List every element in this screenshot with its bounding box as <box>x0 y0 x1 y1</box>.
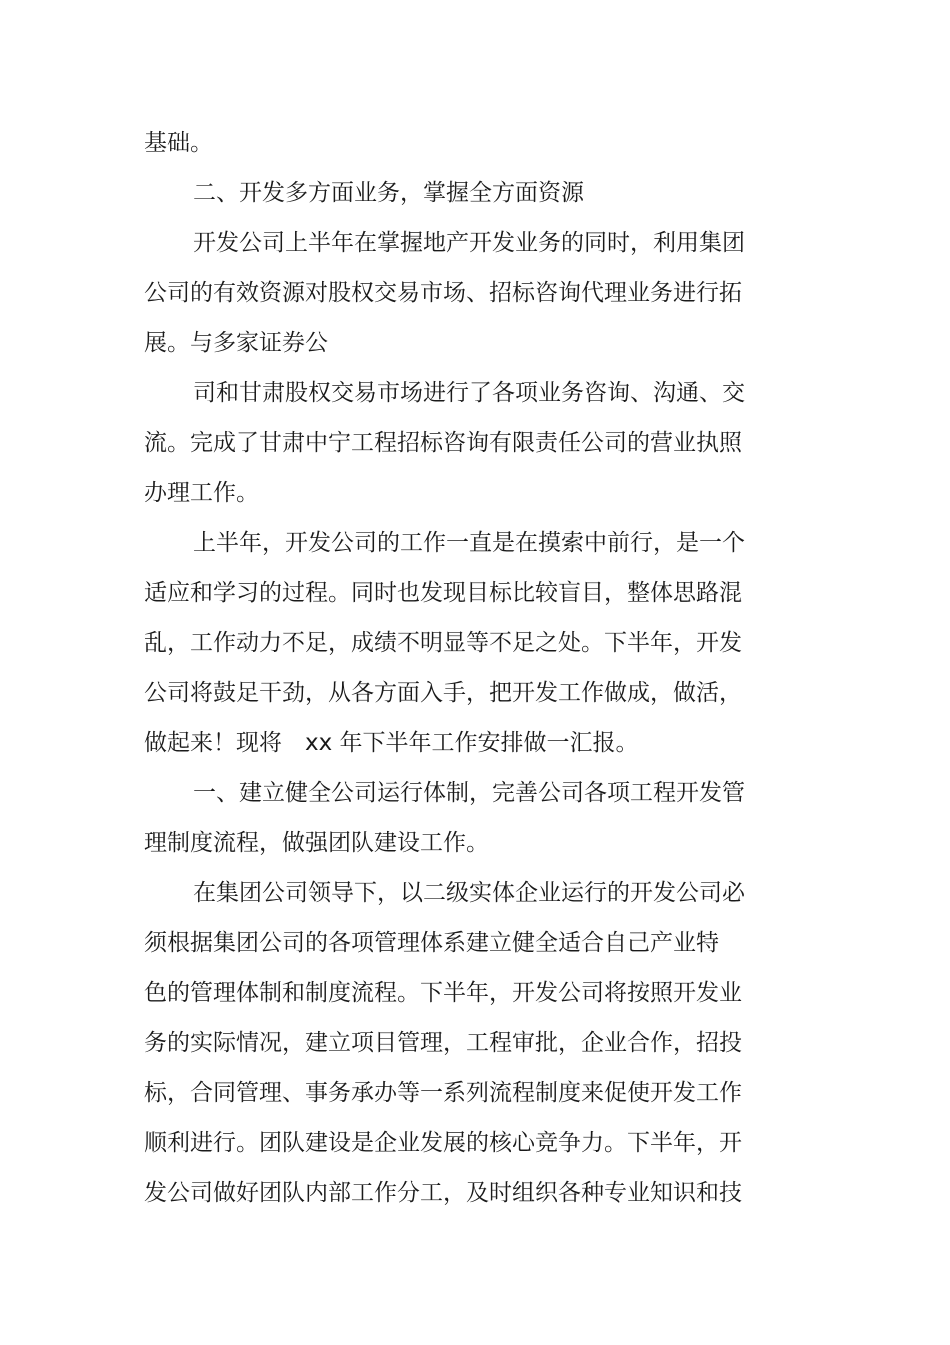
text-line: 顺利进行。团队建设是企业发展的核心竞争力。下半年，开 <box>144 1130 742 1156</box>
text-line: 务的实际情况，建立项目管理，工程审批，企业合作，招投 <box>144 1030 742 1056</box>
text-line: 适应和学习的过程。同时也发现目标比较盲目，整体思路混 <box>144 580 742 606</box>
section-heading: 一、建立健全公司运行体制，完善公司各项工程开发管 <box>193 780 745 806</box>
text-line: 乱，工作动力不足，成绩不明显等不足之处。下半年，开发 <box>144 630 742 656</box>
text-line: 流。完成了甘肃中宁工程招标咨询有限责任公司的营业执照 <box>144 430 742 456</box>
text-line: 色的管理体制和制度流程。下半年，开发公司将按照开发业 <box>144 980 742 1006</box>
text-line: 在集团公司领导下，以二级实体企业运行的开发公司必 <box>193 880 745 906</box>
text-line: 展。与多家证券公 <box>144 330 328 356</box>
text-line: 标，合同管理、事务承办等一系列流程制度来促使开发工作 <box>144 1080 742 1106</box>
text-line: 须根据集团公司的各项管理体系建立健全适合自己产业特 <box>144 930 719 956</box>
text-line: 上半年，开发公司的工作一直是在摸索中前行，是一个 <box>193 530 745 556</box>
text-line: 开发公司上半年在掌握地产开发业务的同时，利用集团 <box>193 230 745 256</box>
text-line: 办理工作。 <box>144 480 259 506</box>
text-line: 基础。 <box>144 130 213 156</box>
text-line: 理制度流程，做强团队建设工作。 <box>144 830 489 856</box>
text-line: 做起来！现将 xx 年下半年工作安排做一汇报。 <box>144 730 639 756</box>
section-heading: 二、开发多方面业务，掌握全方面资源 <box>193 180 584 206</box>
text-line: 公司将鼓足干劲，从各方面入手，把开发工作做成，做活， <box>144 680 742 706</box>
text-line: 发公司做好团队内部工作分工，及时组织各种专业知识和技 <box>144 1180 742 1206</box>
text-line: 公司的有效资源对股权交易市场、招标咨询代理业务进行拓 <box>144 280 742 306</box>
text-line: 司和甘肃股权交易市场进行了各项业务咨询、沟通、交 <box>193 380 745 406</box>
